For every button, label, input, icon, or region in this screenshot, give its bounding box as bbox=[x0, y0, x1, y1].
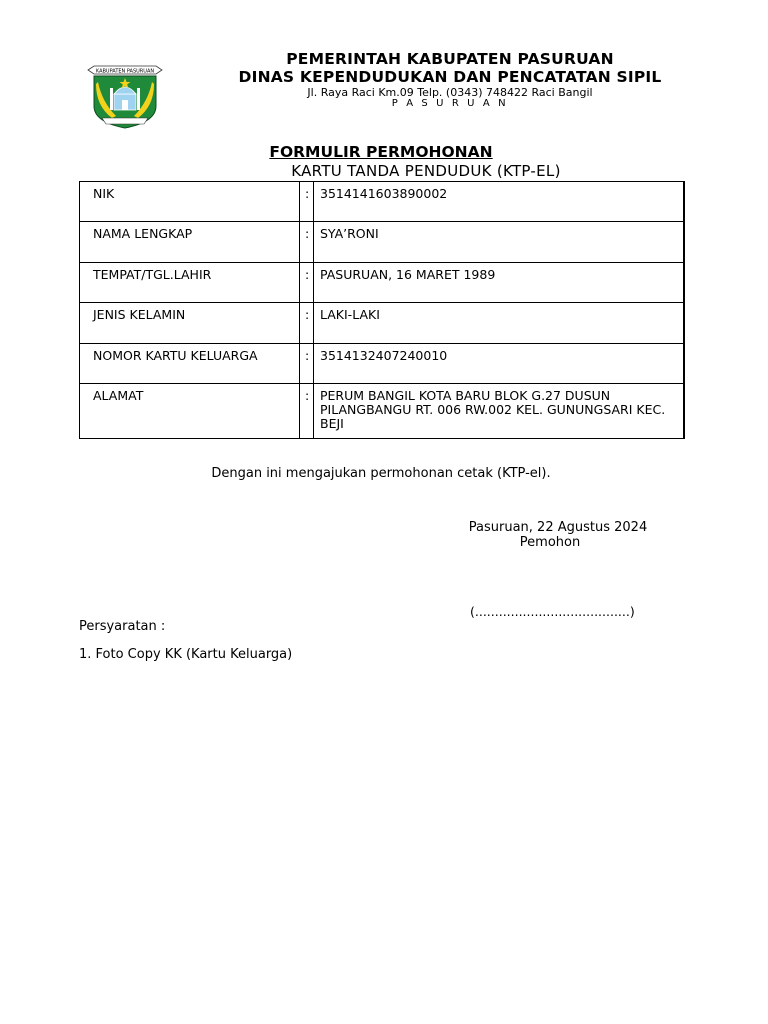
table-row bbox=[80, 182, 685, 222]
requirements-title: Persyaratan : bbox=[79, 619, 166, 634]
field-label: NOMOR KARTU KELUARGA bbox=[80, 344, 300, 384]
application-statement: Dengan ini mengajukan permohonan cetak (KTP-el). bbox=[211, 466, 551, 481]
signature-place-date: Pasuruan, 22 Agustus 2024 bbox=[468, 520, 648, 535]
header-department: DINAS KEPENDUDUKAN DAN PENCATATAN SIPIL bbox=[238, 68, 662, 86]
field-separator: : bbox=[300, 182, 314, 222]
table-row bbox=[80, 344, 685, 384]
logo-banner-text: KABUPATEN PASURUAN bbox=[95, 68, 155, 75]
field-separator: : bbox=[300, 222, 314, 263]
applicant-data-table bbox=[79, 181, 685, 439]
form-subtitle: KARTU TANDA PENDUDUK (KTP-EL) bbox=[291, 162, 561, 180]
header-address: Jl. Raya Raci Km.09 Telp. (0343) 748422 Raci Bangil bbox=[307, 86, 593, 99]
header-city: P A S U R U A N bbox=[391, 98, 509, 109]
signature-role: Pemohon bbox=[519, 535, 581, 550]
kabupaten-pasuruan-logo bbox=[86, 62, 164, 130]
field-separator: : bbox=[300, 344, 314, 384]
field-value: LAKI-LAKI bbox=[314, 303, 685, 344]
table-row bbox=[80, 303, 685, 344]
field-value: PASURUAN, 16 MARET 1989 bbox=[314, 263, 685, 303]
field-label: TEMPAT/TGL.LAHIR bbox=[80, 263, 300, 303]
form-title: FORMULIR PERMOHONAN bbox=[269, 143, 493, 161]
field-label: JENIS KELAMIN bbox=[80, 303, 300, 344]
field-label: NAMA LENGKAP bbox=[80, 222, 300, 263]
requirement-item: 1. Foto Copy KK (Kartu Keluarga) bbox=[79, 647, 293, 662]
table-row bbox=[80, 222, 685, 263]
field-value: PERUM BANGIL KOTA BARU BLOK G.27 DUSUN PILANGBANGU RT. 006 RW.002 KEL. GUNUNGSARI KEC. BEJI bbox=[314, 384, 685, 439]
field-value: 3514141603890002 bbox=[314, 182, 685, 222]
field-value: SYA’RONI bbox=[314, 222, 685, 263]
field-label: ALAMAT bbox=[80, 384, 300, 439]
field-value: 3514132407240010 bbox=[314, 344, 685, 384]
field-label: NIK bbox=[80, 182, 300, 222]
header-government: PEMERINTAH KABUPATEN PASURUAN bbox=[286, 50, 614, 68]
table-row bbox=[80, 384, 685, 439]
field-separator: : bbox=[300, 263, 314, 303]
field-separator: : bbox=[300, 303, 314, 344]
signature-blank: (.......................................) bbox=[470, 604, 635, 619]
field-separator: : bbox=[300, 384, 314, 439]
table-row bbox=[80, 263, 685, 303]
